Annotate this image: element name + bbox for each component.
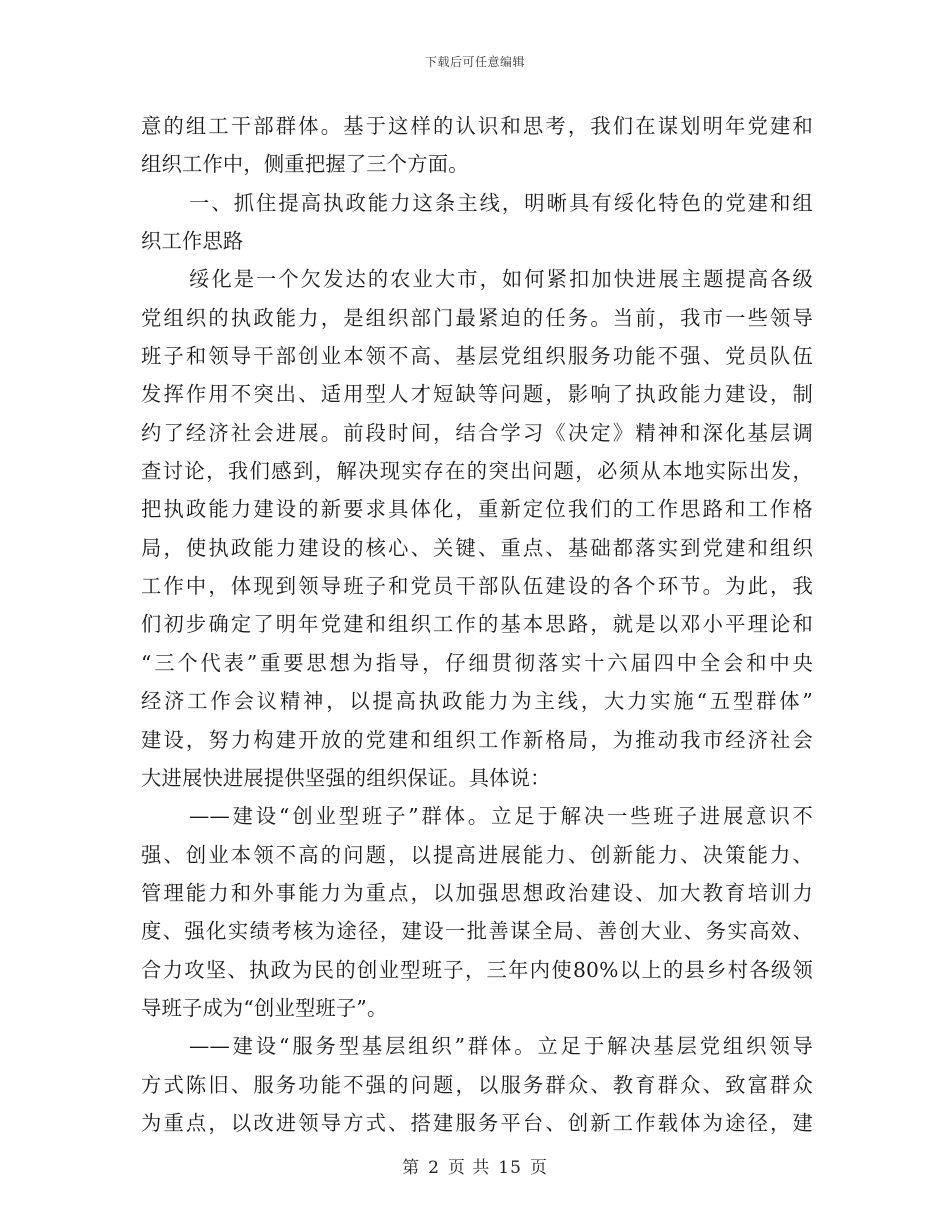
page-number-footer [0,1153,950,1178]
document-body [141,107,813,1142]
text-line: ——建设“服务型基层组织”群体。立足于解决基层党组织领导 [189,1034,813,1059]
text-line: “三个代表”重要思想为指导，仔细贯彻落实十六届四中全会和中央 [141,650,813,675]
page-header: 下载后可任意编辑 [424,55,525,69]
footer-suffix: 页 [529,1158,548,1178]
text-line: 度、强化实绩考核为途径，建设一批善谋全局、善创大业、务实高效、 [141,919,813,944]
footer-middle: 页 共 [447,1158,491,1178]
text-line: 织工作思路 [141,229,244,254]
text-line: 强、创业本领不高的问题，以提高进展能力、创新能力、决策能力、 [141,842,813,867]
text-line: 合力攻坚、执政为民的创业型班子，三年内使80%以上的县乡村各级领 [141,957,813,982]
text-line: 工作中，体现到领导班子和党员干部队伍建设的各个环节。为此，我 [141,574,813,599]
total-page-count: 15 [498,1158,522,1178]
text-line: ——建设“创业型班子”群体。立足于解决一些班子进展意识不 [189,804,813,829]
text-line: 党组织的执政能力，是组织部门最紧迫的任务。当前，我市一些领导 [141,305,813,330]
text-line: 班子和领导干部创业本领不高、基层党组织服务功能不强、党员队伍 [141,344,813,369]
text-line: 为重点，以改进领导方式、搭建服务平台、创新工作载体为途径，建 [141,1110,813,1135]
text-line: 查讨论，我们感到，解决现实存在的突出问题，必须从本地实际出发， [141,459,813,484]
text-line: 组织工作中，侧重把握了三个方面。 [141,152,469,177]
text-line: 绥化是一个欠发达的农业大市，如何紧扣加快进展主题提高各级 [189,267,813,292]
text-line: 们初步确定了明年党建和组织工作的基本思路，就是以邓小平理论和 [141,612,813,637]
text-line: 意的组工干部群体。基于这样的认识和思考，我们在谋划明年党建和 [141,114,813,138]
text-line: 大进展快进展提供坚强的组织保证。具体说： [141,765,551,790]
footer-prefix: 第 [402,1158,421,1178]
text-line: 管理能力和外事能力为重点，以加强思想政治建设、加大教育培训力 [141,880,813,905]
text-line: 把执政能力建设的新要求具体化，重新定位我们的工作思路和工作格 [141,497,813,522]
text-line: 经济工作会议精神，以提高执政能力为主线，大力实施“五型群体” [141,689,813,714]
text-line: 约了经济社会进展。前段时间，结合学习《决定》精神和深化基层调 [141,420,813,445]
text-line: 发挥作用不突出、适用型人才短缺等问题，影响了执政能力建设，制 [141,382,813,407]
current-page-number: 2 [428,1158,440,1178]
text-line: 方式陈旧、服务功能不强的问题，以服务群众、教育群众、致富群众 [141,1072,813,1097]
text-line: 局，使执政能力建设的核心、关键、重点、基础都落实到党建和组织 [141,535,813,560]
text-line: 导班子成为“创业型班子”。 [141,995,388,1020]
text-line: 建设，努力构建开放的党建和组织工作新格局，为推动我市经济社会 [141,727,813,752]
text-line: 一、抓住提高执政能力这条主线，明晰具有绥化特色的党建和组 [189,190,813,215]
